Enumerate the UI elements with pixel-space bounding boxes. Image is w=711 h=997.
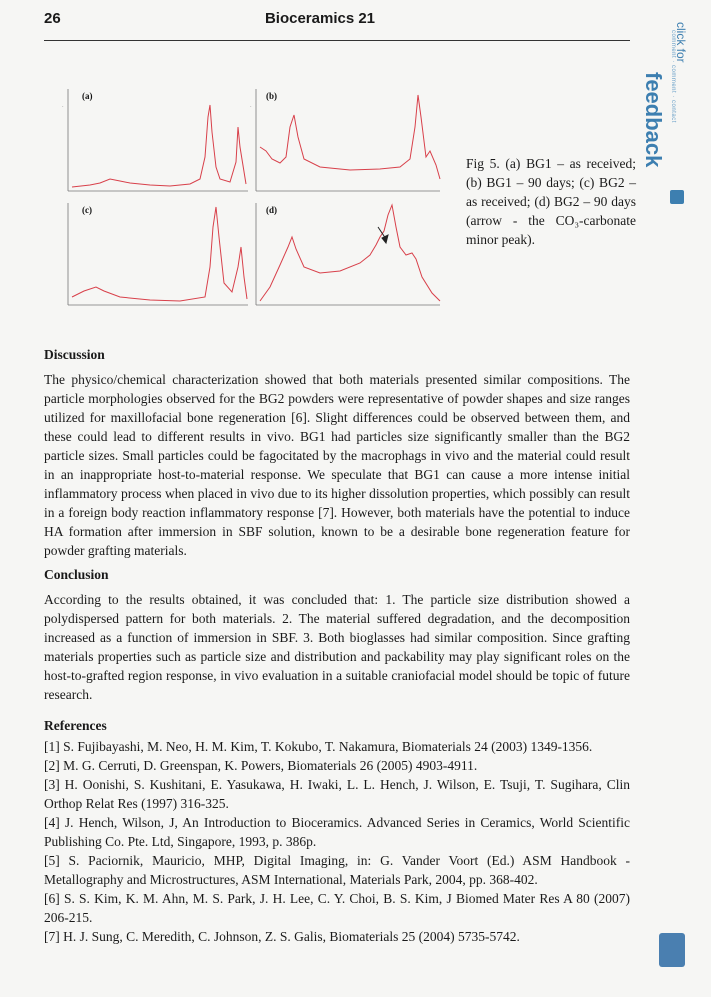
feedback-sidebar[interactable]	[641, 8, 692, 218]
journal-title: Bioceramics 21	[264, 10, 376, 27]
feedback-sub-label: comment · comment · contact	[670, 30, 676, 123]
panel-label-d: (d)	[266, 205, 277, 215]
discussion-heading: Discussion	[44, 347, 105, 362]
figure-caption: Fig 5. (a) BG1 – as received; (b) BG1 – 90 days; (c) BG2 – as received; (d) BG2 – 90 days (arrow - the CO₃-carbonate minor peak).	[466, 156, 636, 247]
corner-feedback-widget[interactable]	[655, 930, 689, 986]
discussion-text: The physico/chemical characterization showed that both materials presented similar compositions. The particle morphologies observed for the BG2 powders were representative of powder shapes and size ranges utilized for maxillofacial bone regeneration [6]. Slight differences could be observed between them, and these could lead to different results in vivo. BG1 had particles size significantly smaller than the BG2 particle sizes. Small particles could be fagocitated by the macrophags in vivo and the material could result in an inappropriate host-to-material response. We speculate that BG1 can cause a more intense initial inflammatory process when placed in vivo due to its higher dissolution properties, which possibly can result in a foreign body reaction inflammatory response [7]. However, both materials have the potential to induce HA formation after immersion in SBF solution, known to be a desirable bone regeneration feature for powder grafting materials.	[44, 372, 630, 558]
panel-frames	[68, 89, 440, 305]
discussion-section	[44, 345, 630, 560]
panel-label-c: (c)	[82, 205, 92, 215]
spectrum-a	[72, 105, 246, 187]
reference-item: [7] H. J. Sung, C. Meredith, C. Johnson, Z. S. Galis, Biomaterials 25 (2004) 5735-5742.	[44, 929, 520, 944]
reference-item: [4] J. Hench, Wilson, J, An Introduction to Bioceramics. Advanced Series in Ceramics, World Scientific Publishing Co. Pte. Ltd, Singapore, 1993, p. 386p.	[44, 815, 630, 849]
panel-label-a: (a)	[82, 91, 93, 101]
conclusion-text: According to the results obtained, it was concluded that: 1. The particle size distribution showed a polydispersed pattern for both materials. 2. The material suffered degradation, and the decomposition increased as a function of immersion in SBF. 3. Both bioglasses had similar composition. Since grafting materials properties such as particle size and distribution and packability may play significant roles on the host-to-grafted region response, in vivo evaluation in a suitable craniofacial model should be topic of future research.	[44, 592, 630, 702]
spectrum-d	[260, 205, 440, 301]
figure-5-spectra	[60, 87, 450, 313]
page-number: 26	[44, 10, 61, 27]
reference-item: [3] H. Oonishi, S. Kushitani, E. Yasukawa, H. Iwaki, L. L. Hench, J. Wilson, E. Tsuji, T. Sugihara, Clin Orthop Relat Res (1997) 316-325.	[44, 777, 630, 811]
click-for-label[interactable]: click for	[674, 22, 688, 63]
reference-item: [1] S. Fujibayashi, M. Neo, H. M. Kim, T. Kokubo, T. Nakamura, Biomaterials 24 (2003) 1349-1356.	[44, 739, 593, 754]
reference-item: [2] M. G. Cerruti, D. Greenspan, K. Powers, Biomaterials 26 (2005) 4903-4911.	[44, 758, 478, 773]
reference-item: [6] S. S. Kim, K. M. Ahn, M. S. Park, J. H. Lee, C. Y. Choi, B. S. Kim, J Biomed Mater Res A 80 (2007) 206-215.	[44, 891, 630, 925]
conclusion-section	[44, 565, 630, 704]
feedback-icon[interactable]	[670, 190, 684, 204]
feedback-label[interactable]: feedback	[641, 72, 666, 168]
reference-item: [5] S. Paciornik, Mauricio, MHP, Digital Imaging, in: G. Vander Voort (Ed.) ASM Handbook - Metallography and Microstructures, ASM International, Materials Park, 2004, pp. 368-402.	[44, 853, 630, 887]
spectrum-c	[72, 207, 247, 301]
spectrum-b	[260, 95, 440, 179]
references-section	[44, 716, 630, 946]
references-heading: References	[44, 718, 107, 733]
panel-b-ytick: -	[250, 103, 252, 108]
conclusion-heading: Conclusion	[44, 567, 109, 582]
chat-icon[interactable]	[659, 933, 685, 967]
carbonate-arrow	[378, 227, 388, 243]
header-rule	[44, 40, 630, 41]
panel-label-b: (b)	[266, 91, 277, 101]
panel-a-ytick: -	[62, 103, 64, 108]
figure-5	[60, 87, 450, 313]
